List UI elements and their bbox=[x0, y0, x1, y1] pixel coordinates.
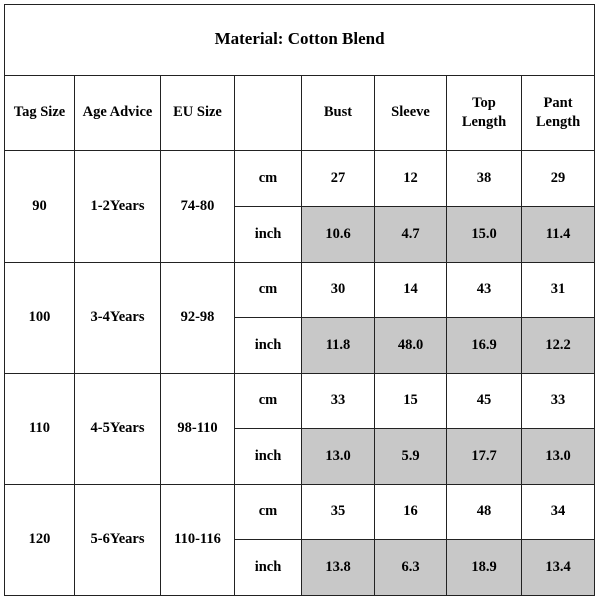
bust-inch-cell: 13.8 bbox=[302, 540, 375, 596]
top-cm-cell: 43 bbox=[447, 262, 522, 318]
top-cm-cell: 48 bbox=[447, 484, 522, 540]
unit-cm-cell: cm bbox=[235, 151, 302, 207]
header-tag-size: Tag Size bbox=[5, 75, 75, 151]
age-advice-cell: 5-6Years bbox=[75, 484, 161, 595]
size-table bbox=[4, 4, 595, 596]
top-cm-cell: 38 bbox=[447, 151, 522, 207]
header-row bbox=[5, 75, 595, 151]
header-sleeve: Sleeve bbox=[375, 75, 447, 151]
tag-size-cell: 120 bbox=[5, 484, 75, 595]
age-advice-cell: 1-2Years bbox=[75, 151, 161, 262]
sleeve-inch-cell: 48.0 bbox=[375, 318, 447, 374]
sleeve-cm-cell: 12 bbox=[375, 151, 447, 207]
unit-inch-cell: inch bbox=[235, 429, 302, 485]
header-eu-size: EU Size bbox=[161, 75, 235, 151]
table-title: Material: Cotton Blend bbox=[5, 5, 595, 76]
sleeve-cm-cell: 16 bbox=[375, 484, 447, 540]
table-row bbox=[5, 151, 595, 207]
eu-size-cell: 92-98 bbox=[161, 262, 235, 373]
sleeve-inch-cell: 6.3 bbox=[375, 540, 447, 596]
table-row bbox=[5, 262, 595, 318]
pant-inch-cell: 11.4 bbox=[522, 207, 595, 263]
top-cm-cell: 45 bbox=[447, 373, 522, 429]
tag-size-cell: 100 bbox=[5, 262, 75, 373]
pant-inch-cell: 13.4 bbox=[522, 540, 595, 596]
unit-cm-cell: cm bbox=[235, 484, 302, 540]
tag-size-cell: 110 bbox=[5, 373, 75, 484]
pant-cm-cell: 29 bbox=[522, 151, 595, 207]
bust-cm-cell: 33 bbox=[302, 373, 375, 429]
top-inch-cell: 15.0 bbox=[447, 207, 522, 263]
pant-cm-cell: 31 bbox=[522, 262, 595, 318]
header-top-length: Top Length bbox=[447, 75, 522, 151]
size-chart bbox=[4, 4, 594, 596]
table-row bbox=[5, 484, 595, 540]
bust-inch-cell: 10.6 bbox=[302, 207, 375, 263]
sleeve-inch-cell: 4.7 bbox=[375, 207, 447, 263]
age-advice-cell: 4-5Years bbox=[75, 373, 161, 484]
unit-cm-cell: cm bbox=[235, 373, 302, 429]
unit-inch-cell: inch bbox=[235, 318, 302, 374]
eu-size-cell: 98-110 bbox=[161, 373, 235, 484]
eu-size-cell: 74-80 bbox=[161, 151, 235, 262]
bust-cm-cell: 35 bbox=[302, 484, 375, 540]
header-pant-length: Pant Length bbox=[522, 75, 595, 151]
bust-inch-cell: 11.8 bbox=[302, 318, 375, 374]
header-age-advice: Age Advice bbox=[75, 75, 161, 151]
unit-inch-cell: inch bbox=[235, 207, 302, 263]
header-bust: Bust bbox=[302, 75, 375, 151]
top-inch-cell: 16.9 bbox=[447, 318, 522, 374]
pant-inch-cell: 13.0 bbox=[522, 429, 595, 485]
bust-cm-cell: 27 bbox=[302, 151, 375, 207]
table-row bbox=[5, 373, 595, 429]
header-unit bbox=[235, 75, 302, 151]
top-inch-cell: 18.9 bbox=[447, 540, 522, 596]
unit-cm-cell: cm bbox=[235, 262, 302, 318]
pant-inch-cell: 12.2 bbox=[522, 318, 595, 374]
unit-inch-cell: inch bbox=[235, 540, 302, 596]
age-advice-cell: 3-4Years bbox=[75, 262, 161, 373]
pant-cm-cell: 34 bbox=[522, 484, 595, 540]
top-inch-cell: 17.7 bbox=[447, 429, 522, 485]
sleeve-inch-cell: 5.9 bbox=[375, 429, 447, 485]
tag-size-cell: 90 bbox=[5, 151, 75, 262]
bust-inch-cell: 13.0 bbox=[302, 429, 375, 485]
sleeve-cm-cell: 14 bbox=[375, 262, 447, 318]
eu-size-cell: 110-116 bbox=[161, 484, 235, 595]
sleeve-cm-cell: 15 bbox=[375, 373, 447, 429]
bust-cm-cell: 30 bbox=[302, 262, 375, 318]
pant-cm-cell: 33 bbox=[522, 373, 595, 429]
